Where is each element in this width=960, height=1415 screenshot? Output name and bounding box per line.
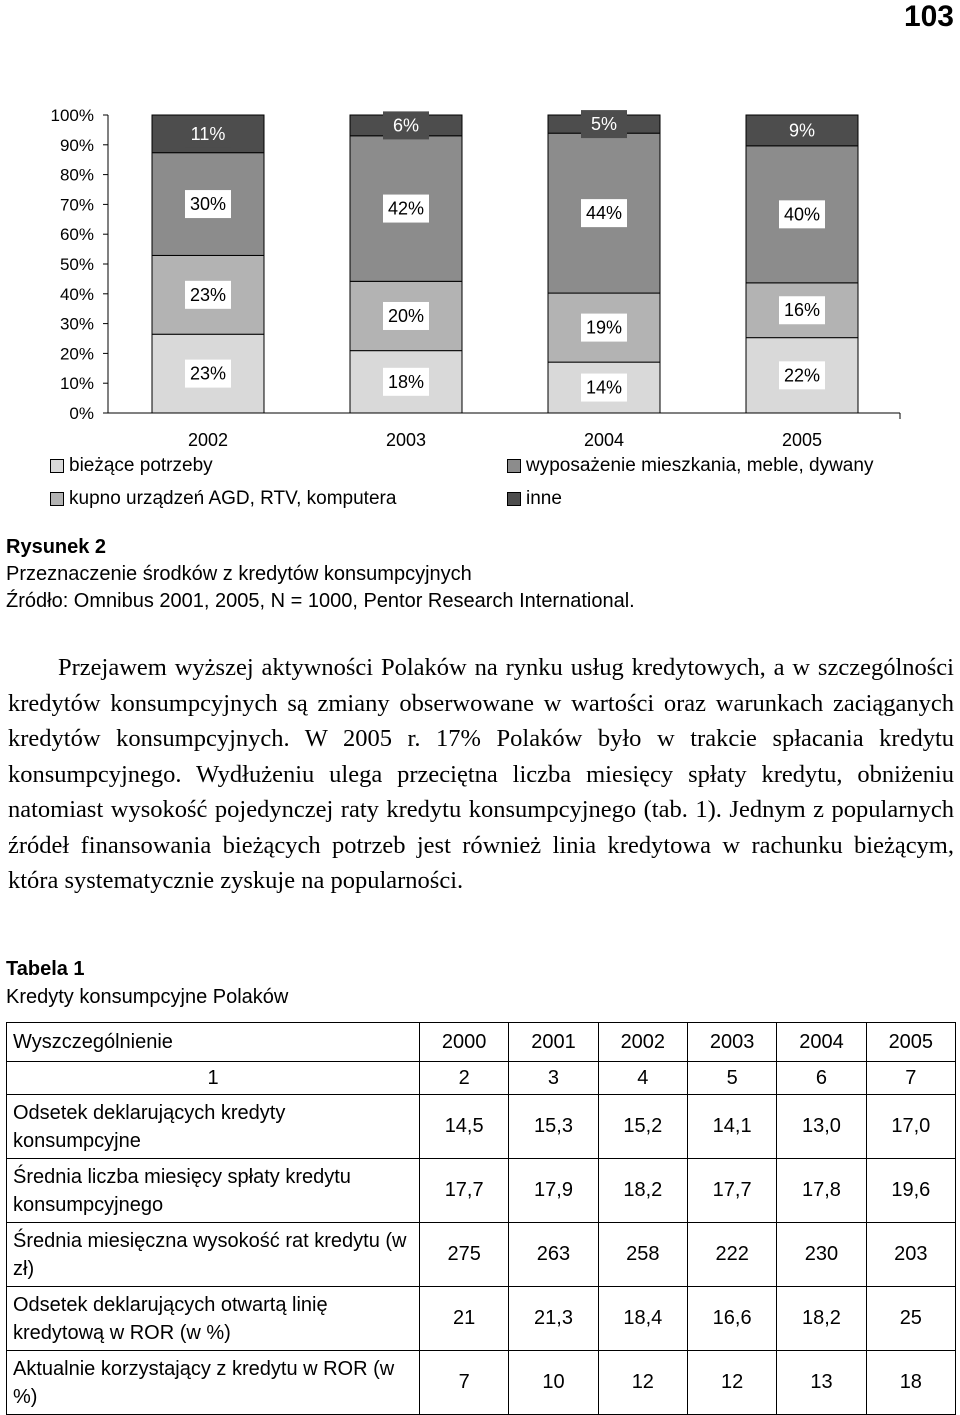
table-cell: 7 [420,1351,509,1415]
table-label: Tabela 1 [6,958,85,980]
legend-item-agd [50,488,396,510]
table-row-label: Średnia miesięczna wysokość rat kredytu (w zł) [7,1223,420,1287]
x-tick-label: 2002 [187,430,229,450]
table-row [7,1223,956,1287]
table-cell: 17,0 [866,1095,955,1159]
table-cell: 18,2 [777,1287,866,1351]
credit-table [6,1022,956,1415]
table-cell: 15,3 [509,1095,598,1159]
table-cell: 10 [509,1351,598,1415]
table-column-number: 7 [866,1062,955,1095]
table-cell: 263 [509,1223,598,1287]
table-column-number-row [7,1062,956,1095]
figure-caption: Przeznaczenie środków z kredytów konsumpcyjnych [6,563,472,585]
table-header-year: 2001 [509,1023,598,1062]
table-row [7,1351,956,1415]
data-label: 11% [190,123,226,144]
data-label: 42% [387,198,425,219]
table-cell: 12 [687,1351,776,1415]
legend-swatch [50,459,64,473]
data-label: 9% [788,120,816,141]
table-cell: 12 [598,1351,687,1415]
table-header-year: 2000 [420,1023,509,1062]
table-cell: 21 [420,1287,509,1351]
data-label: 20% [387,305,425,326]
table-cell: 258 [598,1223,687,1287]
figure-source: Źródło: Omnibus 2001, 2005, N = 1000, Pentor Research International. [6,590,635,612]
stacked-bar-chart [0,95,960,525]
legend-label: inne [526,488,562,509]
data-label: 6% [392,115,420,136]
table-cell: 15,2 [598,1095,687,1159]
y-tick-label: 20% [59,344,94,364]
table-header-year: 2004 [777,1023,866,1062]
legend-swatch [507,492,521,506]
data-label: 18% [387,371,425,392]
y-tick-label: 30% [59,314,94,334]
table-cell: 17,9 [509,1159,598,1223]
body-paragraph: Przejawem wyższej aktywności Polaków na rynku usług kredytowych, a w szczególności kredytów konsumpcyjnych są zmiany obserwowane w wartości oraz warunkach zaciąganych kredytów konsumpcyjnych. W 2005 r. 17% Polaków było w trakcie spłacania kredytu konsumpcyjnego. Wydłużeniu ulega przeciętna liczba miesięcy spłaty kredytu, obniżeniu natomiast wysokość pojedynczej raty kredytu konsumpcyjnego (tab. 1). Jednym z popularnych źródeł finansowania bieżących potrzeb jest również linia kredytowa w rachunku bieżącym, która systematycznie zyskuje na popularności. [8,654,954,894]
table-row-label: Aktualnie korzystający z kredytu w ROR (w %) [7,1351,420,1415]
legend-item-wyposazenie [507,455,873,477]
y-tick-label: 80% [59,165,94,185]
table-header-year: 2005 [866,1023,955,1062]
data-label: 23% [189,363,227,384]
y-tick-label: 90% [59,135,94,155]
table-cell: 14,5 [420,1095,509,1159]
table-cell: 16,6 [687,1287,776,1351]
table-row-label: Odsetek deklarujących otwartą linię kredytową w ROR (w %) [7,1287,420,1351]
table-cell: 25 [866,1287,955,1351]
legend-label: kupno urządzeń AGD, RTV, komputera [69,488,397,509]
table-caption: Kredyty konsumpcyjne Polaków [6,986,289,1008]
table-cell: 17,7 [687,1159,776,1223]
x-tick-label: 2004 [583,430,625,450]
table-header-year: 2003 [687,1023,776,1062]
data-label: 40% [783,204,821,225]
legend-item-inne [507,488,562,510]
data-label: 22% [783,365,821,386]
table-cell: 17,8 [777,1159,866,1223]
y-tick-label: 40% [59,284,94,304]
table-column-number: 1 [7,1062,420,1095]
legend-swatch [507,459,521,473]
page-number: 103 [903,0,954,33]
table-cell: 18,2 [598,1159,687,1223]
y-tick-label: 100% [50,106,94,125]
table-cell: 19,6 [866,1159,955,1223]
table-cell: 13,0 [777,1095,866,1159]
data-label: 23% [189,284,227,305]
table-cell: 17,7 [420,1159,509,1223]
table-cell: 230 [777,1223,866,1287]
data-label: 19% [585,317,623,338]
table-cell: 13 [777,1351,866,1415]
legend-label: bieżące potrzeby [69,455,213,476]
table-row [7,1095,956,1159]
data-label: 16% [783,300,821,321]
legend-label: wyposażenie mieszkania, meble, dywany [526,455,874,476]
legend-swatch [50,492,64,506]
data-label: 14% [585,377,623,398]
table-cell: 275 [420,1223,509,1287]
table-header-year: 2002 [598,1023,687,1062]
y-tick-label: 0% [69,404,94,423]
table-row-label: Średnia liczba miesięcy spłaty kredytu konsumpcyjnego [7,1159,420,1223]
table-cell: 203 [866,1223,955,1287]
table-cell: 222 [687,1223,776,1287]
table-header-row [7,1023,956,1062]
table-row [7,1287,956,1351]
table-cell: 21,3 [509,1287,598,1351]
table-header-label: Wyszczególnienie [7,1023,420,1062]
table-column-number: 2 [420,1062,509,1095]
figure-label: Rysunek 2 [6,536,107,558]
data-label: 30% [189,194,227,215]
table-column-number: 5 [687,1062,776,1095]
table-cell: 18 [866,1351,955,1415]
y-tick-label: 60% [59,225,94,245]
table-cell: 14,1 [687,1095,776,1159]
legend-item-biezace [50,455,213,477]
table-row [7,1159,956,1223]
data-label: 5% [590,114,618,135]
y-tick-label: 70% [59,195,94,215]
table-column-number: 4 [598,1062,687,1095]
table-cell: 18,4 [598,1287,687,1351]
table-column-number: 3 [509,1062,598,1095]
table-row-label: Odsetek deklarujących kredyty konsumpcyjne [7,1095,420,1159]
table-column-number: 6 [777,1062,866,1095]
x-tick-label: 2003 [385,430,427,450]
data-label: 44% [585,203,623,224]
y-tick-label: 10% [59,374,94,394]
x-tick-label: 2005 [781,430,823,450]
y-tick-label: 50% [59,255,94,274]
